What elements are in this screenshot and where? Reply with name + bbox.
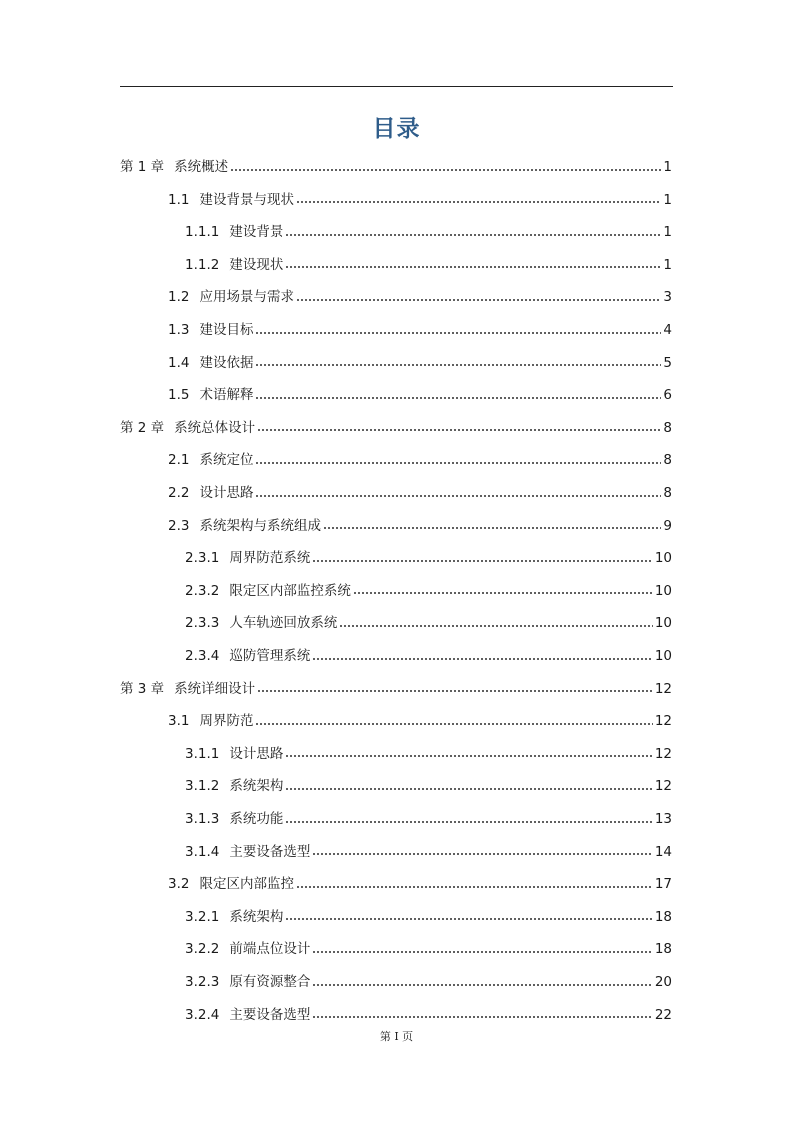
toc-entry-number: 2.3.1 bbox=[185, 550, 220, 567]
toc-entry[interactable] bbox=[168, 874, 672, 894]
toc-entry[interactable] bbox=[168, 483, 672, 503]
toc-entry-number: 2.1 bbox=[168, 452, 190, 469]
toc-entry-number: 3.2.4 bbox=[185, 1006, 220, 1023]
toc-leader-dots bbox=[255, 363, 661, 368]
toc-entry[interactable] bbox=[168, 385, 672, 405]
toc-entry-page: 17 bbox=[654, 876, 672, 893]
toc-entry-number: 3.1.4 bbox=[185, 843, 220, 860]
toc-entry-number: 3.1.2 bbox=[185, 778, 220, 795]
toc-entry-page: 12 bbox=[654, 745, 672, 762]
toc-entry-page: 8 bbox=[663, 485, 672, 501]
toc-entry-label: 主要设备选型 bbox=[229, 843, 311, 860]
toc-entry-page: 12 bbox=[654, 713, 672, 730]
toc-entry-page: 8 bbox=[663, 419, 672, 436]
toc-entry-number: 1.4 bbox=[168, 354, 190, 371]
toc-leader-dots bbox=[285, 917, 652, 922]
toc-entry[interactable] bbox=[185, 613, 672, 633]
toc-entry[interactable] bbox=[168, 190, 672, 210]
toc-entry-label: 系统功能 bbox=[229, 811, 284, 827]
toc-entry-page: 18 bbox=[654, 908, 672, 925]
toc-entry-label: 系统定位 bbox=[199, 452, 254, 469]
toc-entry-label: 建设依据 bbox=[199, 354, 254, 371]
toc-entry-label: 术语解释 bbox=[199, 387, 254, 404]
toc-entry-number: 3.1.3 bbox=[185, 811, 220, 827]
toc-leader-dots bbox=[296, 884, 653, 889]
toc-entry-label: 前端点位设计 bbox=[229, 941, 311, 958]
toc-entry-page: 1 bbox=[663, 191, 672, 208]
header-rule bbox=[120, 86, 673, 87]
toc-entry-number: 第 3 章 bbox=[120, 680, 165, 697]
toc-entry[interactable] bbox=[168, 450, 672, 470]
toc-entry-page: 12 bbox=[654, 680, 672, 697]
toc-entry-label: 建设背景与现状 bbox=[199, 191, 294, 208]
toc-leader-dots bbox=[312, 982, 652, 987]
toc-entry-label: 限定区内部监控 bbox=[199, 876, 294, 893]
toc-entry-page: 8 bbox=[663, 452, 672, 469]
toc-entry-page: 20 bbox=[654, 974, 672, 990]
toc-entry-number: 3.2.3 bbox=[185, 974, 220, 990]
toc-leader-dots bbox=[285, 265, 661, 270]
toc-entry-label: 建设背景 bbox=[229, 224, 284, 241]
toc-leader-dots bbox=[285, 786, 652, 791]
toc-entry-label: 建设现状 bbox=[229, 256, 284, 273]
toc-entry-page: 1 bbox=[663, 256, 672, 273]
toc-entry-number: 1.1 bbox=[168, 191, 190, 208]
toc-entry-number: 1.3 bbox=[168, 322, 190, 338]
toc-entry[interactable] bbox=[168, 287, 672, 307]
toc-entry-page: 3 bbox=[663, 289, 672, 306]
toc-entry[interactable] bbox=[185, 548, 672, 568]
toc-entry[interactable] bbox=[185, 842, 672, 862]
toc-entry[interactable] bbox=[185, 222, 672, 242]
toc-entry-number: 2.3.2 bbox=[185, 582, 220, 599]
toc-entry-page: 22 bbox=[654, 1006, 672, 1023]
toc-entry-label: 设计思路 bbox=[199, 485, 254, 501]
toc-entry-number: 3.2.1 bbox=[185, 908, 220, 925]
toc-leader-dots bbox=[255, 395, 661, 400]
toc-leader-dots bbox=[257, 428, 661, 433]
toc-entry-page: 13 bbox=[654, 811, 672, 827]
toc-entry-label: 系统详细设计 bbox=[174, 680, 256, 697]
toc-entry-number: 2.2 bbox=[168, 485, 190, 501]
toc-entry-page: 18 bbox=[654, 941, 672, 958]
toc-entry-number: 1.2 bbox=[168, 289, 190, 306]
toc-entry-label: 周界防范系统 bbox=[229, 550, 311, 567]
toc-entry[interactable] bbox=[185, 1005, 672, 1025]
toc-entry[interactable] bbox=[120, 157, 672, 177]
toc-entry-label: 人车轨迹回放系统 bbox=[229, 615, 338, 632]
toc-leader-dots bbox=[312, 852, 652, 857]
toc-entry[interactable] bbox=[168, 353, 672, 373]
toc-entry[interactable] bbox=[120, 679, 672, 699]
toc-entry-number: 2.3 bbox=[168, 517, 190, 534]
toc-entry-label: 设计思路 bbox=[229, 745, 284, 762]
toc-entry-page: 12 bbox=[654, 778, 672, 795]
toc-entry[interactable] bbox=[185, 646, 672, 666]
toc-entry-number: 3.1.1 bbox=[185, 745, 220, 762]
toc-entry-page: 6 bbox=[663, 387, 672, 404]
toc-entry-number: 1.1.1 bbox=[185, 224, 220, 241]
toc-entry[interactable] bbox=[168, 516, 672, 536]
toc-entry-label: 建设目标 bbox=[199, 322, 254, 338]
toc-entry-page: 1 bbox=[663, 224, 672, 241]
toc-entry-label: 周界防范 bbox=[199, 713, 254, 730]
toc-leader-dots bbox=[339, 623, 652, 628]
toc-entry-page: 5 bbox=[663, 354, 672, 371]
toc-leader-dots bbox=[257, 689, 653, 694]
toc-entry-number: 1.1.2 bbox=[185, 256, 220, 273]
toc-entry-label: 系统架构与系统组成 bbox=[199, 517, 321, 534]
toc-leader-dots bbox=[255, 721, 652, 726]
toc-entry-label: 限定区内部监控系统 bbox=[229, 582, 351, 599]
toc-entry-page: 14 bbox=[654, 843, 672, 860]
toc-entry-number: 3.2.2 bbox=[185, 941, 220, 958]
toc-entry-number: 第 2 章 bbox=[120, 419, 165, 436]
toc-leader-dots bbox=[312, 949, 652, 954]
toc-entry-page: 10 bbox=[654, 615, 672, 632]
toc-entry[interactable] bbox=[168, 711, 672, 731]
toc-leader-dots bbox=[285, 754, 652, 759]
toc-entry[interactable] bbox=[185, 907, 672, 927]
toc-entry-page: 1 bbox=[663, 159, 672, 175]
toc-entry-number: 第 1 章 bbox=[120, 159, 165, 175]
page-footer: 第 I 页 bbox=[379, 1030, 414, 1043]
toc-entry-page: 4 bbox=[663, 322, 672, 338]
toc-entry-number: 3.1 bbox=[168, 713, 190, 730]
toc-entry-number: 1.5 bbox=[168, 387, 190, 404]
toc-leader-dots bbox=[296, 297, 661, 302]
toc-entry-label: 主要设备选型 bbox=[229, 1006, 311, 1023]
toc-entry[interactable] bbox=[120, 418, 672, 438]
toc-leader-dots bbox=[255, 493, 661, 498]
toc-entry-label: 系统架构 bbox=[229, 908, 284, 925]
toc-entry-label: 系统总体设计 bbox=[174, 419, 256, 436]
toc-entry-label: 巡防管理系统 bbox=[229, 648, 311, 664]
toc-entry-number: 3.2 bbox=[168, 876, 190, 893]
toc-entry[interactable] bbox=[185, 809, 672, 829]
toc-entry[interactable] bbox=[185, 939, 672, 959]
toc-entry-label: 应用场景与需求 bbox=[199, 289, 294, 306]
toc-entry[interactable] bbox=[185, 972, 672, 992]
toc-leader-dots bbox=[230, 167, 661, 172]
toc-entry-page: 10 bbox=[654, 648, 672, 664]
page-title: 目录 bbox=[372, 116, 421, 142]
toc-leader-dots bbox=[296, 200, 661, 205]
toc-leader-dots bbox=[285, 819, 652, 824]
toc-leader-dots bbox=[255, 460, 661, 465]
toc-leader-dots bbox=[312, 1015, 652, 1020]
toc-entry-page: 10 bbox=[654, 582, 672, 599]
toc-leader-dots bbox=[323, 526, 661, 531]
toc-entry-label: 系统概述 bbox=[174, 159, 229, 175]
toc-entry[interactable] bbox=[168, 320, 672, 340]
toc-leader-dots bbox=[312, 656, 652, 661]
toc-leader-dots bbox=[285, 232, 661, 237]
toc-entry-page: 10 bbox=[654, 550, 672, 567]
toc-leader-dots bbox=[255, 330, 661, 335]
toc-entry[interactable] bbox=[185, 776, 672, 796]
toc-entry-label: 系统架构 bbox=[229, 778, 284, 795]
toc-entry[interactable] bbox=[185, 581, 672, 601]
toc-entry[interactable] bbox=[185, 744, 672, 764]
toc-leader-dots bbox=[353, 591, 653, 596]
toc-entry-label: 原有资源整合 bbox=[229, 974, 311, 990]
toc-entry[interactable] bbox=[185, 255, 672, 275]
toc-entry-number: 2.3.3 bbox=[185, 615, 220, 632]
toc-entry-number: 2.3.4 bbox=[185, 648, 220, 664]
toc-entry-page: 9 bbox=[663, 517, 672, 534]
toc-leader-dots bbox=[312, 558, 652, 563]
